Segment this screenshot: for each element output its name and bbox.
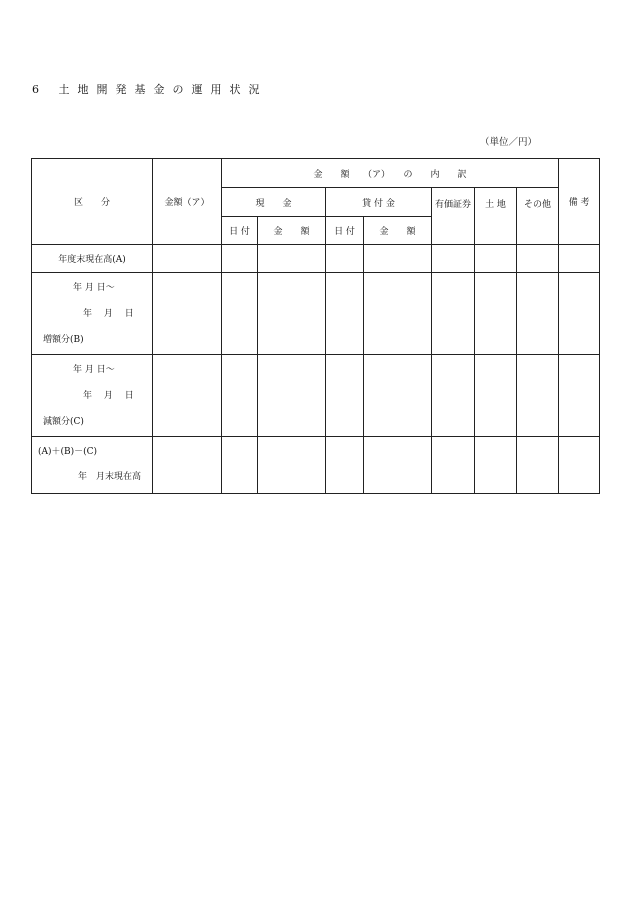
header-uchiwake: 金 額 （ア） の 内 訳 bbox=[222, 159, 559, 188]
header-tochi: 土 地 bbox=[475, 188, 517, 245]
header-hiduke-genkin: 日 付 bbox=[222, 217, 258, 245]
header-biko: 備 考 bbox=[559, 159, 600, 245]
table-row bbox=[32, 273, 600, 355]
table-row bbox=[32, 355, 600, 437]
header-hiduke-kashitsuke: 日 付 bbox=[326, 217, 364, 245]
row-label-c: 年 月 日〜 年 月 日 減額分(C) bbox=[32, 355, 153, 437]
header-kubun: 区 分 bbox=[32, 159, 153, 245]
row-label-d: (A)＋(B)－(C) 年 月末現在高 bbox=[32, 437, 153, 494]
table-row bbox=[32, 245, 600, 273]
header-sonota: その他 bbox=[517, 188, 559, 245]
header-kingaku-genkin: 金 額 bbox=[258, 217, 326, 245]
header-yuka: 有価証券 bbox=[432, 188, 475, 245]
row-label-a: 年度末現在高(A) bbox=[32, 245, 153, 273]
unit-label: （単位／円） bbox=[480, 137, 538, 148]
row-label-b: 年 月 日〜 年 月 日 増額分(B) bbox=[32, 273, 153, 355]
header-kashitsuke: 貸 付 金 bbox=[326, 188, 432, 217]
header-kingaku-kashitsuke: 金 額 bbox=[364, 217, 432, 245]
page-title: 6 土地開発基金の運用状況 bbox=[32, 83, 268, 96]
header-genkin: 現 金 bbox=[222, 188, 326, 217]
fund-operation-table bbox=[31, 158, 600, 494]
table-row bbox=[32, 437, 600, 494]
header-kingaku: 金額（ア） bbox=[153, 159, 222, 245]
